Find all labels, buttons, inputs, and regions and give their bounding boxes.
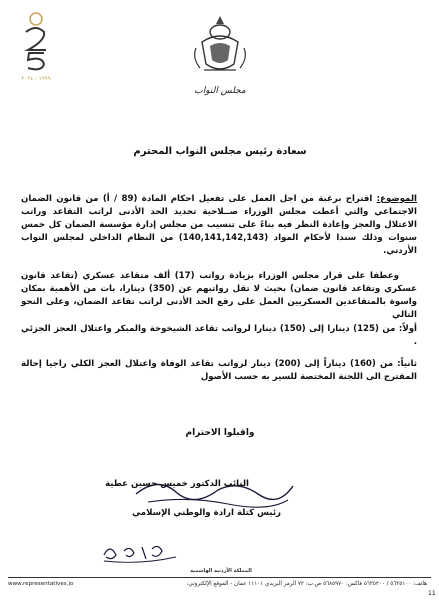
footer-divider (8, 577, 431, 578)
handwritten-date-icon (100, 537, 180, 565)
anniversary-25-icon (16, 10, 56, 72)
page-number: 11 (428, 590, 436, 597)
signatory-title: رئيس كتلة ارادة والوطني الإسلامي (132, 508, 281, 518)
body-paragraph: وعطفا على قرار مجلس الوزراء بزيادة رواتب (17) ألف متقاعد عسكري (تقاعد قانون عسكري وتقاعد قانون ضمان) بحيث لا تقل رواتبهم عن (350) دينارا، بات من الأهمية بمكان واسوة بالمتقاعدين العسكريين العمل على رفع الحد الأدنى لراتب تقاعد الضمان، وعلى النحو التالي (21, 271, 417, 320)
footer-website: www.representatives.jo (8, 581, 74, 587)
signatory-name: النائب الدكتور خميس حسين عطية (105, 479, 249, 489)
signature-icon (128, 472, 298, 512)
subject-text: اقتراح برغبة من اجل العمل على تفعيل احكام المادة (89 / أ) من قانون الضمان الاجتماعي والتي أعطت مجلس الوزراء صــلاحية تحديد الحد الأدنى لراتب التقاعد وراتب الاعتلال والعجز وإعادة النظر فيه بناءً على تنسيب من مجلس إدارة مؤسسة الضمان كل خمس سنوات وذلك سندا لأحكام المواد (140,141,142,143) من النظام الداخلي لمجلس النواب الأردني. (21, 194, 417, 256)
subject-paragraph (21, 193, 417, 258)
closing-line: واقبلوا الاحترام (185, 428, 255, 438)
crest-caption: مجلس النواب (194, 86, 246, 96)
point-one: أولاً: من (125) دينارا إلى (150) دينارا لرواتب تقاعد الشيخوخة والمبكر واعتلال العجز الجزئي . (21, 324, 418, 347)
anniversary-years: ١٩٩٩ - ٢٠٢٤ (21, 76, 51, 82)
footer-stamp: المملكة الأردنية الهاشمية (190, 568, 252, 574)
point-two: ثانياً: من (160) ديناراً إلى (200) دينار لرواتب تقاعد الوفاة واعتلال العجز الكلي راجيا إحالة المقترح الى اللجنة المختصة للسير به حسب الأصول (21, 359, 417, 382)
subject-label: الموضوع: (376, 194, 417, 204)
footer-contact: هاتف: ٥٦٣٥١٠٠ / ٥٦٣٥٢٠٠ فاكس: ٥٦٨٥٩٧٠ ص.ب: ٧٢ الرمز البريدي ١١١٠١ عمان - الموقع الإلكتروني: (186, 581, 427, 587)
jordan-crest-icon (190, 12, 250, 82)
salutation: سعادة رئيس مجلس النواب المحترم (133, 146, 307, 157)
anniversary-logo (6, 10, 66, 100)
